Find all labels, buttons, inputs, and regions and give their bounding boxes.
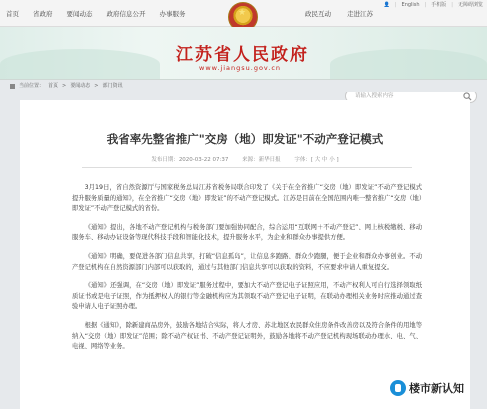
paragraph: 《通知》提出，各地不动产登记机构与税务部门要加强协同配合，综合运用“互联网＋不动产登记”、网上核税缴税、移动服务车、移动办证设备等现代科技手段和智能化技术，提升服务水平，为企业和群众办事提供方便。: [72, 223, 422, 242]
accessibility-link[interactable]: 无障碍浏览: [457, 2, 483, 8]
banner-decoration: [330, 49, 487, 79]
breadcrumb: 当前位置： 首页 > 要闻动态 > 部门资讯: [0, 80, 487, 92]
breadcrumb-label: 当前位置：: [19, 83, 45, 89]
site-domain: www.jiangsu.gov.cn: [199, 64, 282, 72]
divider: [82, 167, 412, 168]
nav-news[interactable]: 要闻动态: [66, 9, 93, 18]
paragraph: 《通知》明确，要促进各部门信息共享，打破“信息孤岛”，让信息多跑路、群众少跑腿，便于企业和群众办事创业。不动产登记机构在自然资源部门内部可以获取的，通过与其他部门信息共享可以获取的资料，不应要求申请人重复提交。: [72, 252, 422, 271]
nav-provincial-government[interactable]: 省政府: [33, 9, 53, 18]
english-link[interactable]: English: [401, 1, 420, 8]
article-body: [72, 183, 422, 361]
article-meta: [20, 155, 470, 163]
home-icon: [10, 84, 15, 89]
breadcrumb-home[interactable]: 首页: [48, 83, 59, 89]
nav-services[interactable]: 办事服务: [159, 9, 186, 18]
mobile-version-link[interactable]: 手机版: [431, 2, 447, 8]
nav-home[interactable]: 首页: [6, 9, 19, 18]
site-title[interactable]: 江苏省人民政府: [176, 45, 309, 65]
nav-interaction[interactable]: 政民互动: [305, 10, 331, 18]
banner-decoration: [0, 49, 160, 79]
paragraph: 3月19日，省自然资源厅与国家税务总局江苏省税务局联合印发了《关于在全省推广“交房（地）即发证”不动产登记模式提升服务质量的通知》，在全省推广“交房（地）即发证”的不动产登记模式。江苏是目前在全国范围内唯一整省推广“交房（地）即发证”不动产登记模式的省份。: [72, 184, 422, 213]
nav-left: [0, 9, 200, 18]
article-card: [20, 100, 470, 409]
article-source: 来源：新华日报: [242, 157, 281, 163]
breadcrumb-news[interactable]: 要闻动态: [70, 83, 91, 89]
watermark-logo-icon: [390, 380, 406, 396]
watermark: [388, 377, 468, 399]
nav-info-disclosure[interactable]: 政府信息公开: [106, 9, 146, 18]
publish-date: 发布日期：2020-03-22 07:37: [151, 157, 229, 163]
top-utility-links: 👤 | English | 手机版 | 无障碍浏览: [383, 1, 483, 8]
paragraph: 根据《通知》，除新建商品房外，鼓励各地结合实际，将人才房、苏北地区农民群众住房条件改善房以及符合条件的用地等纳入“交房（地）即发证”范围；除不动产权证书、不动产登记证明外，鼓励各地将不动产登记机构现场联动办理水、电、气、电视、网络等业务。: [72, 321, 422, 351]
paragraph: 《通知》还强调，在“交房（地）即发证”服务过程中，要加大不动产登记电子证照应用，不动产权利人可自行选择领取纸质证书或是电子证照，作为抵押权人的银行等金融机构应为其领取不动产登记电子证明，在联动办理相关业务时应推动通过查验申请人电子证照办理。: [72, 282, 422, 311]
user-icon[interactable]: 👤: [383, 1, 390, 8]
nav-right: [305, 0, 389, 27]
search-placeholder: 请输入搜索内容: [355, 93, 394, 99]
watermark-text: 楼市新认知: [409, 382, 464, 395]
breadcrumb-department-news[interactable]: 部门资讯: [102, 83, 123, 89]
nav-about-jiangsu[interactable]: 走进江苏: [347, 10, 373, 18]
article-title: 我省率先整省推广"交房（地）即发证"不动产登记模式: [106, 132, 384, 146]
font-size-control[interactable]: 字体：[ 大 中 小 ]: [294, 157, 339, 163]
top-nav-bar: [0, 0, 487, 27]
